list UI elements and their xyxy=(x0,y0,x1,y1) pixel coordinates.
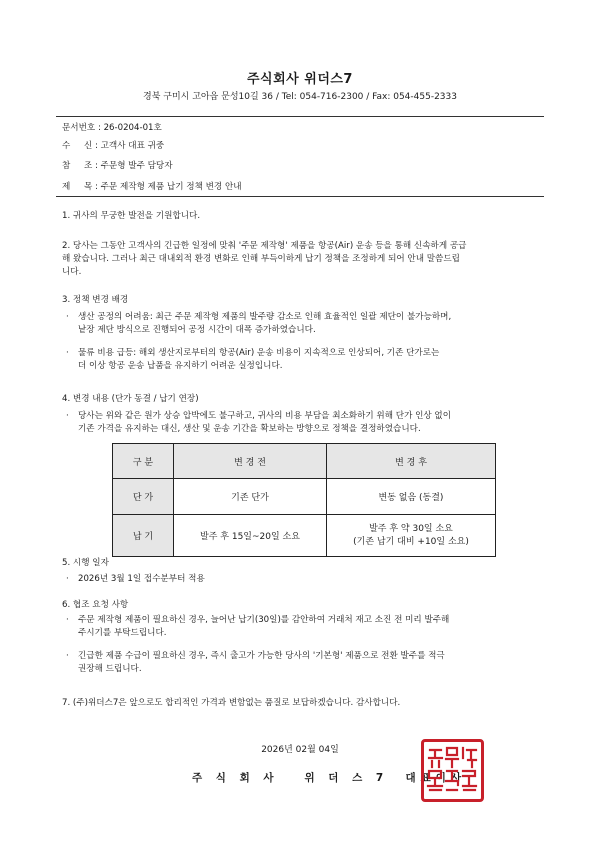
table-row-label: 단 가 xyxy=(113,479,174,515)
table-cell-after xyxy=(327,479,496,515)
table-header-category: 구 분 xyxy=(113,444,174,479)
section-3-bullet-1-line-2: 낱장 제단 방식으로 진행되어 공정 시간이 대폭 증가하였습니다. xyxy=(78,325,316,335)
section-4-bullet-1-line-1: 당사는 위와 같은 원가 상승 압박에도 불구하고, 귀사의 비용 부담을 최소화하기 위해 단가 인상 없이 xyxy=(78,411,452,421)
table-header-after: 변 경 후 xyxy=(327,444,496,479)
bullet-mark: · xyxy=(66,651,69,661)
bullet-mark: · xyxy=(66,615,69,625)
table-row xyxy=(113,515,496,557)
meta-ref xyxy=(62,159,173,171)
company-name: 주식회사 위더스7 xyxy=(247,72,353,87)
bullet-mark: · xyxy=(66,411,69,421)
section-4-bullet-1-line-2: 기존 가격을 유지하는 대신, 생산 및 운송 기간을 확보하는 방향으로 정책을 결정하였습니다. xyxy=(78,424,421,434)
header-divider-top xyxy=(56,116,544,117)
bullet-mark: · xyxy=(66,574,69,584)
section-3-bullet-2-line-1: 물류 비용 급등: 해외 생산지로부터의 항공(Air) 운송 비용이 지속적으로 인상되어, 기존 단가로는 xyxy=(78,348,440,358)
table-row xyxy=(113,479,496,515)
section-6-bullet-1-line-1: 주문 제작형 제품이 필요하신 경우, 늘어난 납기(30일)를 감안하여 거래처 재고 소진 전 미리 발주해 xyxy=(78,615,450,625)
section-5-title: 5. 시행 일자 xyxy=(62,558,109,568)
section-6-bullet-2-line-2: 권장해 드립니다. xyxy=(78,664,142,674)
table-cell-after xyxy=(327,515,496,557)
section-6-title: 6. 협조 요청 사항 xyxy=(62,600,129,610)
company-address: 경북 구미시 고아읍 문성10길 36 / Tel: 054-716-2300 / Fax: 054-455-2333 xyxy=(143,92,457,102)
paragraph-2-line-2: 해 왔습니다. 그러나 최근 대내외적 환경 변화로 인해 부득이하게 납기 정책을 조정하게 되어 안내 말씀드립 xyxy=(62,254,460,264)
section-4-title: 4. 변경 내용 (단가 동결 / 납기 연장) xyxy=(62,394,199,404)
section-3-title: 3. 정책 변경 배경 xyxy=(62,295,129,305)
meta-subject-value: : 주문 제작형 제품 납기 정책 변경 안내 xyxy=(95,182,242,192)
bullet-mark: · xyxy=(66,348,69,358)
section-6-bullet-2-line-1: 긴급한 제품 수급이 필요하신 경우, 즉시 출고가 가능한 당사의 '기본형' 제품으로 전환 발주를 적극 xyxy=(78,651,445,661)
section-5-bullet-1-text: 2026년 3월 1일 접수분부터 적용 xyxy=(78,574,205,584)
paragraph-7: 7. (주)위더스7은 앞으로도 합리적인 가격과 변함없는 품질로 보답하겠습니다. 감사합니다. xyxy=(62,698,401,708)
table-cell-before: 기존 단가 xyxy=(174,479,327,515)
paragraph-1: 1. 귀사의 무궁한 발전을 기원합니다. xyxy=(62,211,201,221)
section-6-bullet-2 xyxy=(66,650,445,676)
meta-to-label: 수 신 xyxy=(62,141,93,151)
table-cell-after-line-1: 변동 없음 (동결) xyxy=(378,493,444,503)
meta-doc-no-label: 문서번호 xyxy=(62,123,96,133)
bullet-mark: · xyxy=(66,312,69,322)
table-cell-after-line-2: (기존 납기 대비 +10일 소요) xyxy=(353,536,469,547)
meta-doc-no-value: : 26-0204-01호 xyxy=(97,123,162,133)
seal-glyph-pattern xyxy=(424,742,481,799)
document-date: 2026년 02월 04일 xyxy=(261,745,339,755)
section-3-bullet-1 xyxy=(66,311,451,337)
section-6-bullet-1-line-2: 주시기를 부탁드립니다. xyxy=(78,628,167,638)
meta-ref-label: 참 조 xyxy=(62,161,93,171)
table-cell-before: 발주 후 15일~20일 소요 xyxy=(174,515,327,557)
table-header-before: 변 경 전 xyxy=(174,444,327,479)
paragraph-2-line-3: 니다. xyxy=(62,267,82,277)
meta-subject xyxy=(62,180,242,192)
paragraph-2-line-1: 2. 당사는 그동안 고객사의 긴급한 일정에 맞춰 '주문 제작형' 제품을 항공(Air) 운송 등을 통해 신속하게 공급 xyxy=(62,241,467,251)
meta-ref-value: : 주문형 발주 담당자 xyxy=(95,161,173,171)
company-seal-stamp xyxy=(421,739,484,802)
section-3-bullet-2-line-2: 더 이상 항공 운송 납품을 유지하기 어려운 실정입니다. xyxy=(78,361,283,371)
section-6-bullet-1 xyxy=(66,614,449,640)
section-5-bullet-1 xyxy=(66,573,205,586)
signature-line: 주 식 회 사 위 더 스 7 대표이사 xyxy=(192,772,467,784)
meta-to xyxy=(62,139,164,151)
table-row-label: 납 기 xyxy=(113,515,174,557)
meta-subject-label: 제 목 xyxy=(62,182,93,192)
table-header-row xyxy=(113,444,496,479)
header-divider-bottom xyxy=(56,196,544,197)
meta-to-value: : 고객사 대표 귀중 xyxy=(95,141,165,151)
policy-change-table xyxy=(112,443,496,557)
paragraph-2 xyxy=(62,240,548,279)
meta-doc-no xyxy=(62,121,162,133)
section-3-bullet-1-line-1: 생산 공정의 어려움: 최근 주문 제작형 제품의 발주량 감소로 인해 효율적인 일괄 제단이 불가능하며, xyxy=(78,312,452,322)
section-3-bullet-2 xyxy=(66,347,439,373)
section-4-bullet-1 xyxy=(66,410,451,436)
table-cell-after-line-1: 발주 후 약 30일 소요 xyxy=(369,523,453,534)
